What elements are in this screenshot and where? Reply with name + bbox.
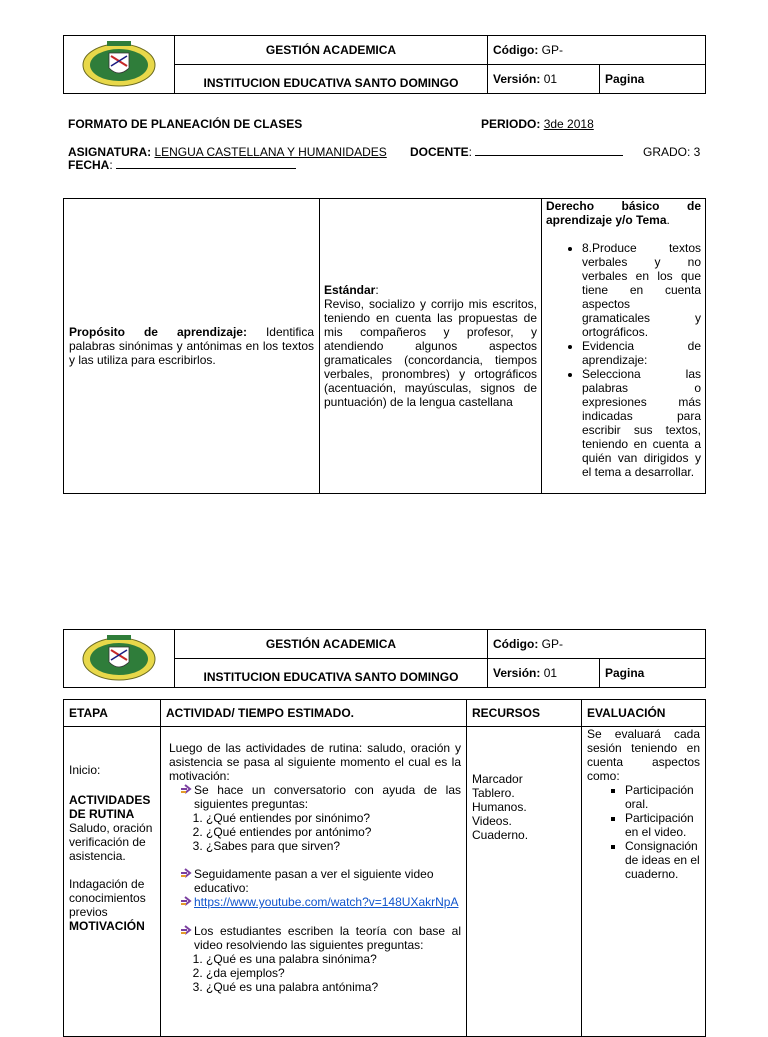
dba-list xyxy=(546,241,701,479)
col-header-evaluacion: EVALUACIÓN xyxy=(582,700,706,727)
format-title: FORMATO DE PLANEACIÓN DE CLASES xyxy=(68,117,303,131)
col-header-recursos: RECURSOS xyxy=(467,700,582,727)
docente: DOCENTE: xyxy=(410,145,623,159)
header-version: Versión: 01 xyxy=(488,65,600,94)
dba-cell: Derecho básico de aprendizaje y/o Tema. • 8.Produce textos verbales y no verbales en los que tiene en cuenta aspectos gramaticales y ortográficos. • Evidencia de aprendizaje: • Selecciona las palabras o expresiones más indicadas para escribir sus textos, teniendo en cuenta a quién van dirigidos y el tema a desarrollar. xyxy=(542,199,706,494)
dba-item: • 8.Produce textos verbales y no verbales en los que tiene en cuenta aspectos gramaticales y ortográficos. xyxy=(582,241,701,339)
question-item: 1. ¿Qué es una palabra sinónima? xyxy=(206,952,461,966)
actividad-cell xyxy=(161,727,467,1037)
header-codigo: Código: GP- xyxy=(488,630,706,659)
estandar-cell: Estándar: Reviso, socializo y corrijo mis escritos, teniendo en cuenta las propuestas de mis compañeros y profesor, y atendiendo algunos aspectos gramaticales (concordancia, tiempos verbales, pronombres) y ortográficos (acentuación, mayúsculas, signos de puntuación) de la lengua castellana xyxy=(320,199,542,494)
document-header-2 xyxy=(63,629,706,688)
arrow-bullet-icon xyxy=(180,895,194,910)
school-logo-cell xyxy=(64,36,175,94)
header-title: GESTIÓN ACADEMICA xyxy=(175,630,488,659)
arrow-bullet-icon xyxy=(180,783,194,811)
header-codigo: Código: GP- xyxy=(488,36,706,65)
fecha: FECHA: xyxy=(68,158,296,172)
video-link-item xyxy=(180,895,461,910)
recurso-item: Tablero. xyxy=(472,786,515,800)
dba-item: • Selecciona las palabras o expresiones más indicadas para escribir sus textos, teniendo en cuenta a quién van dirigidos y el tema a desarrollar. xyxy=(582,367,701,479)
actividad-item: Seguidamente pasan a ver el siguiente video educativo: xyxy=(180,867,461,895)
questions-list-1 xyxy=(166,811,461,853)
actividad-item: Los estudiantes escriben la teoría con base al video resolviendo las siguientes preguntas: xyxy=(180,924,461,952)
recurso-item: Videos. xyxy=(472,814,512,828)
etapa-rutina-label: ACTIVIDADES DE RUTINA xyxy=(69,793,151,821)
grado: GRADO: 3 xyxy=(643,145,701,159)
header-title: GESTIÓN ACADEMICA xyxy=(175,36,488,65)
proposito-cell: Propósito de aprendizaje: Identifica palabras sinónimas y antónimas en los textos y las utiliza para escribirlos. xyxy=(64,199,320,494)
header-version: Versión: 01 xyxy=(488,659,600,688)
question-item: 1. ¿Qué entiendes por sinónimo? xyxy=(206,811,461,825)
activities-table xyxy=(63,699,706,1037)
school-shield-logo xyxy=(79,38,159,88)
asignatura: ASIGNATURA: LENGUA CASTELLANA Y HUMANIDADES xyxy=(68,145,387,159)
evaluacion-item: ▪ Consignación de ideas en el cuaderno. xyxy=(625,839,700,881)
question-item: 2. ¿Qué entiendes por antónimo? xyxy=(206,825,461,839)
actividad-item: Se hace un conversatorio con ayuda de las siguientes preguntas: xyxy=(180,783,461,811)
questions-list-2 xyxy=(166,952,461,994)
header-pagina: Pagina xyxy=(600,659,706,688)
etapa-cell xyxy=(64,727,161,1037)
periodo: PERIODO: 3de 2018 xyxy=(481,117,594,131)
col-header-etapa: ETAPA xyxy=(64,700,161,727)
recurso-item: Cuaderno. xyxy=(472,828,529,842)
recurso-item: Marcador xyxy=(472,772,523,786)
etapa-rutina-text: Saludo, oración verificación de asistencia. xyxy=(69,821,153,863)
evaluacion-list xyxy=(587,783,700,881)
evaluacion-item: ▪ Participación oral. xyxy=(625,783,700,811)
recursos-cell xyxy=(467,727,582,1037)
document-header-1 xyxy=(63,35,706,94)
question-item: 3. ¿Qué es una palabra antónima? xyxy=(206,980,461,994)
recurso-item: Humanos. xyxy=(472,800,527,814)
fecha-blank[interactable] xyxy=(116,168,296,169)
etapa-inicio: Inicio: xyxy=(69,763,101,777)
question-item: 2. ¿da ejemplos? xyxy=(206,966,461,980)
col-header-actividad: ACTIVIDAD/ TIEMPO ESTIMADO. xyxy=(161,700,467,727)
header-institution: INSTITUCION EDUCATIVA SANTO DOMINGO xyxy=(175,659,488,688)
etapa-indagacion: Indagación de conocimientos previos xyxy=(69,877,146,919)
header-pagina: Pagina xyxy=(600,65,706,94)
arrow-bullet-icon xyxy=(180,924,194,952)
header-institution: INSTITUCION EDUCATIVA SANTO DOMINGO xyxy=(175,65,488,94)
arrow-bullet-icon xyxy=(180,867,194,895)
etapa-motivacion: MOTIVACIÓN xyxy=(69,919,145,933)
school-logo-cell xyxy=(64,630,175,688)
evaluacion-item: ▪ Participación en el video. xyxy=(625,811,700,839)
dba-item: • Evidencia de aprendizaje: xyxy=(582,339,701,367)
evaluacion-intro: Se evaluará cada sesión teniendo en cuenta aspectos como: xyxy=(587,727,700,783)
actividad-intro: Luego de las actividades de rutina: saludo, oración y asistencia se pasa al siguiente momento el cual es la motivación: xyxy=(169,741,461,783)
docente-blank[interactable] xyxy=(475,155,623,156)
question-item: 3. ¿Sabes para que sirven? xyxy=(206,839,461,853)
learning-plan-table xyxy=(63,198,706,494)
evaluacion-cell xyxy=(582,727,706,1037)
video-link[interactable]: https://www.youtube.com/watch?v=148UXakrNpA xyxy=(194,895,459,909)
school-shield-logo xyxy=(79,632,159,682)
